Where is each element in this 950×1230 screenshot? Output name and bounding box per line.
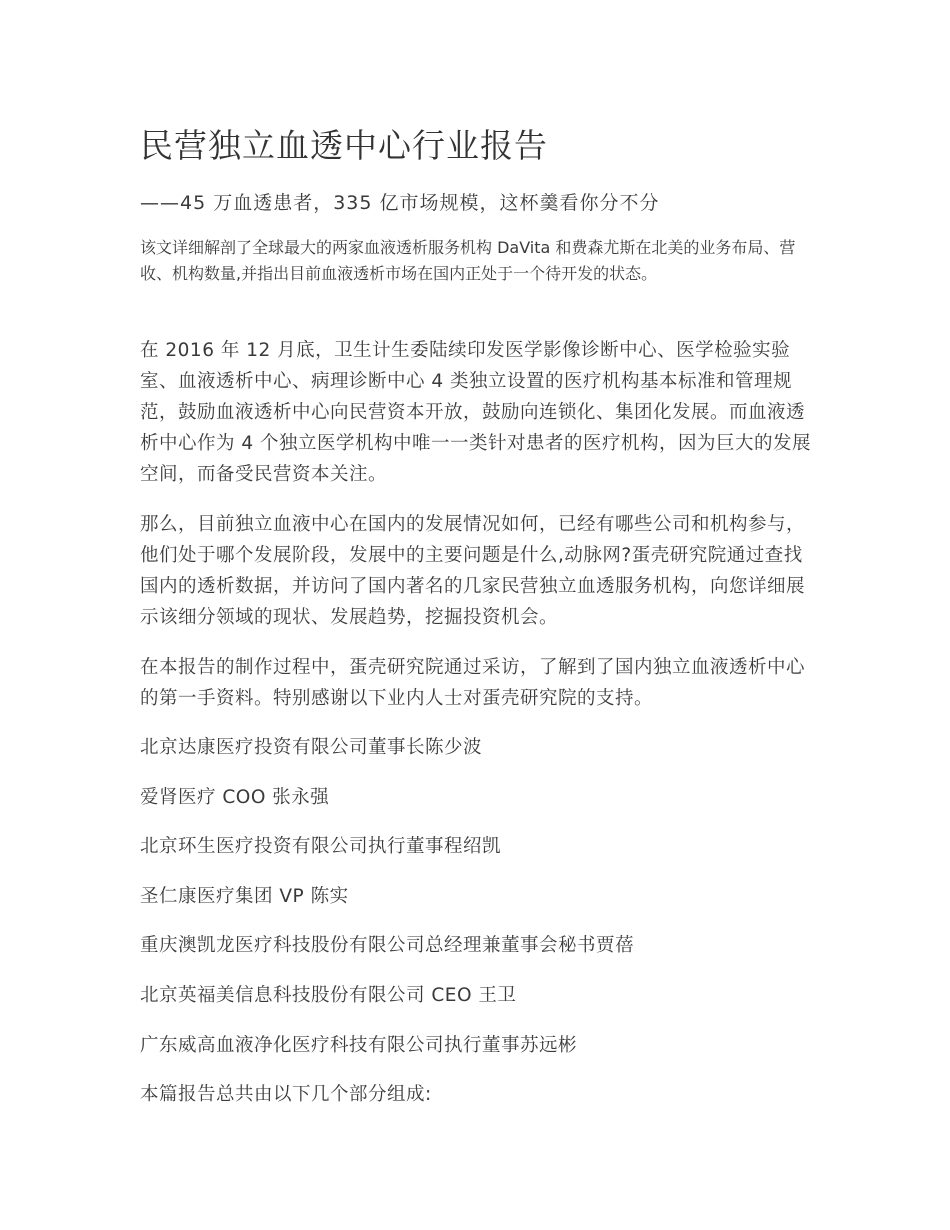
acknowledgement-item: 重庆澳凯龙医疗科技股份有限公司总经理兼董事会秘书贾蓓	[140, 935, 635, 956]
paragraph-questions: 那么，目前独立血液中心在国内的发展情况如何，已经有哪些公司和机构参与，他们处于哪个发展阶段，发展中的主要问题是什么,动脉网?蛋壳研究院通过查找国内的透析数据，并访问了国内著名的几家民营独立血透服务机构，向您详细展示该细分领域的现状、发展趋势，挖掘投资机会。	[140, 514, 806, 628]
acknowledgement-item: 北京达康医疗投资有限公司董事长陈少波	[140, 737, 483, 758]
acknowledgement-item: 北京环生医疗投资有限公司执行董事程绍凯	[140, 836, 502, 857]
report-sections-intro: 本篇报告总共由以下几个部分组成:	[140, 1084, 432, 1105]
acknowledgement-item: 广东威高血液净化医疗科技有限公司执行董事苏远彬	[140, 1035, 578, 1056]
paragraph-intro: 在 2016 年 12 月底，卫生计生委陆续印发医学影像诊断中心、医学检验实验室、血液透析中心、病理诊断中心 4 类独立设置的医疗机构基本标准和管理规范，鼓励血液透析中心向民营资本开放，鼓励向连锁化、集团化发展。而血液透析中心作为 4 个独立医学机构中唯一一类针对患者的医疗机构，因为巨大的发展空间，而备受民营资本关注。	[140, 340, 812, 485]
page-subtitle: ——45 万血透患者，335 亿市场规模，这杯羹看你分不分	[140, 192, 660, 214]
abstract: 该文详细解剖了全球最大的两家血液透析服务机构 DaVita 和费森尤斯在北美的业务布局、营收、机构数量,并指出目前血液透析市场在国内正处于一个待开发的状态。	[140, 238, 796, 283]
acknowledgement-item: 圣仁康医疗集团 VP 陈实	[140, 886, 349, 907]
acknowledgement-item: 北京英福美信息科技股份有限公司 CEO 王卫	[140, 985, 517, 1006]
acknowledgement-item: 爱肾医疗 COO 张永强	[140, 787, 330, 808]
paragraph-thanks: 在本报告的制作过程中，蛋壳研究院通过采访，了解到了国内独立血液透析中心的第一手资料。特别感谢以下业内人士对蛋壳研究院的支持。	[140, 657, 806, 709]
page-title: 民营独立血透中心行业报告	[140, 126, 548, 165]
